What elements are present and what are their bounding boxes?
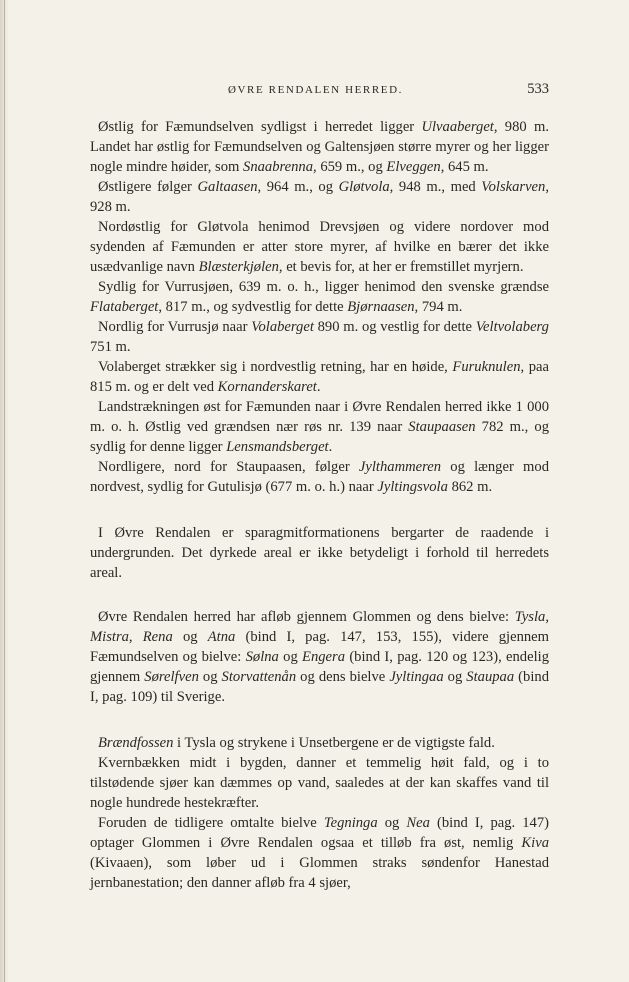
paragraph bbox=[90, 177, 549, 217]
text-run: I Øvre Rendalen er sparagmitformationens bergarter de raadende i undergrunden. Det dyrkede areal er ikke betydeligt i forhold til herredets areal. bbox=[90, 525, 549, 581]
text-run: (bind I, pag. 147) optager Glommen i Øvre Rendalen ogsaa et tilløb fra øst, nemlig bbox=[90, 815, 549, 851]
paragraph bbox=[90, 457, 549, 497]
text-run: og bbox=[172, 629, 208, 645]
text-run: . bbox=[316, 379, 321, 395]
place-name: Bjørnaasen bbox=[347, 299, 415, 315]
place-name: Gløtvola bbox=[338, 179, 390, 195]
text-run: Kvernbækken midt i bygden, danner et temmelig høit fald, og i to tilstødende sjøer kan dæmmes op vand, saaledes at der kan skaffes vand til nogle hundrede hestekræfter. bbox=[90, 755, 549, 811]
text-run: og dens bielve bbox=[296, 669, 390, 685]
text-run: (bind I, pag. 120 og 123), endelig gjennem bbox=[90, 649, 549, 685]
body-text bbox=[90, 117, 549, 893]
text-run: Østlig for Fæmundselven sydligst i herredet ligger bbox=[98, 119, 422, 135]
place-name: Jylthammeren bbox=[358, 459, 442, 475]
place-name: Elveggen bbox=[386, 159, 441, 175]
place-name: Kiva bbox=[521, 835, 549, 851]
place-name: Tysla bbox=[514, 609, 546, 625]
place-name: Staupaa bbox=[466, 669, 515, 685]
text-run: , 794 m. bbox=[414, 299, 463, 315]
text-run: , 817 m., og sydvestlig for dette bbox=[158, 299, 348, 315]
text-run: 751 m. bbox=[90, 339, 131, 355]
text-run: , et bevis for, at her er fremstillet myrjern. bbox=[278, 259, 524, 275]
text-run: , paa 815 m. og er delt ved bbox=[90, 359, 549, 395]
place-name: Flataberget bbox=[90, 299, 159, 315]
place-name: Mistra bbox=[90, 629, 129, 645]
text-run: Nordligere, nord for Staupaasen, følger bbox=[98, 459, 359, 475]
place-name: Volaberget bbox=[251, 319, 314, 335]
text-run: Landstrækningen øst for Fæmunden naar i Øvre Rendalen herred ikke 1 000 m. o. h. Østlig ved grændsen nær røs nr. 139 naar bbox=[90, 399, 549, 435]
text-run: Østligere følger bbox=[98, 179, 198, 195]
paragraph bbox=[90, 813, 549, 893]
text-run: , 980 m. Landet har østlig for Fæmundselven og Galtensjøen større myrer og her ligger nogle mindre høider, som bbox=[90, 119, 549, 175]
text-run: . bbox=[328, 439, 333, 455]
place-name: Snaabrenna bbox=[243, 159, 314, 175]
place-name: Staupaasen bbox=[408, 419, 476, 435]
place-name: Jyltingsvola bbox=[377, 479, 448, 495]
place-name: Kornanderskaret bbox=[217, 379, 317, 395]
paragraph bbox=[90, 117, 549, 177]
paragraph bbox=[90, 217, 549, 277]
place-name: Furuknulen bbox=[452, 359, 521, 375]
text-run: Foruden de tidligere omtalte bielve bbox=[98, 815, 324, 831]
place-name: Jyltingaa bbox=[389, 669, 444, 685]
text-run: og bbox=[377, 815, 407, 831]
text-run: , 964 m., og bbox=[257, 179, 339, 195]
text-run: og længer mod nordvest, sydlig for Gutulisjø (677 m. o. h.) naar bbox=[90, 459, 549, 495]
place-name: Sørelfven bbox=[144, 669, 199, 685]
place-name: Atna bbox=[207, 629, 236, 645]
text-run: og bbox=[278, 649, 303, 665]
text-run: Øvre Rendalen herred har afløb gjennem Glommen og dens bielve: bbox=[98, 609, 515, 625]
paragraph bbox=[90, 277, 549, 317]
text-run: , bbox=[128, 629, 143, 645]
text-run: (bind I, pag. 147, 153, 155), videre gjennem Fæmundselven og bielve: bbox=[90, 629, 550, 665]
place-name: Tegninga bbox=[323, 815, 378, 831]
running-title: ØVRE RENDALEN HERRED. bbox=[227, 84, 404, 96]
place-name: Engera bbox=[302, 649, 346, 665]
paragraph bbox=[90, 607, 549, 707]
text-run: (bind I, pag. 109) til Sverige. bbox=[90, 669, 549, 705]
text-run: Volaberget strækker sig i nordvestlig retning, har en høide, bbox=[98, 359, 453, 375]
text-run: 890 m. og vestlig for dette bbox=[313, 319, 476, 335]
page-binding-edge bbox=[0, 0, 9, 982]
paragraph bbox=[90, 357, 549, 397]
text-run: i Tysla og strykene i Unsetbergene er de vigtigste fald. bbox=[173, 735, 495, 751]
text-run: , 928 m. bbox=[90, 179, 549, 215]
text-run: , 659 m., og bbox=[313, 159, 387, 175]
paragraph bbox=[90, 523, 549, 583]
text-run: , 645 m. bbox=[440, 159, 489, 175]
place-name: Veltvolaberg bbox=[475, 319, 549, 335]
place-name: Storvattenån bbox=[221, 669, 297, 685]
text-run: Nordøstlig for Gløtvola henimod Drevsjøen og videre nordover mod sydenden af Fæmunden er atter store myrer, af hvilke en bærer det ikke usædvanlige navn bbox=[90, 219, 549, 275]
text-run: 862 m. bbox=[447, 479, 493, 495]
text-run: og bbox=[443, 669, 467, 685]
place-name: Sølna bbox=[245, 649, 279, 665]
text-run: Sydlig for Vurrusjøen, 639 m. o. h., ligger henimod den svenske grændse bbox=[98, 279, 549, 295]
place-name: Volskarven bbox=[481, 179, 546, 195]
text-run: Nordlig for Vurrusjø naar bbox=[98, 319, 252, 335]
text-run: 782 m., og sydlig for denne ligger bbox=[90, 419, 549, 455]
place-name: Nea bbox=[406, 815, 430, 831]
paragraph bbox=[90, 753, 549, 813]
text-run: , bbox=[545, 609, 549, 625]
place-name: Rena bbox=[142, 629, 173, 645]
place-name: Lensmandsberget bbox=[226, 439, 329, 455]
text-run: , 948 m., med bbox=[389, 179, 482, 195]
page-header bbox=[82, 81, 549, 99]
text-run: (Kivaaen), som løber ud i Glommen straks søndenfor Hanestad jernbanestation; den danner afløb fra 4 sjøer, bbox=[90, 855, 549, 891]
text-run: og bbox=[198, 669, 222, 685]
page-number: 533 bbox=[527, 81, 549, 97]
place-name: Blæsterkjølen bbox=[198, 259, 279, 275]
place-name: Ulvaaberget bbox=[421, 119, 494, 135]
place-name: Brændfossen bbox=[98, 735, 174, 751]
paragraph bbox=[90, 397, 549, 457]
paragraph bbox=[90, 317, 549, 357]
place-name: Galtaasen bbox=[197, 179, 258, 195]
paragraph bbox=[90, 733, 549, 753]
